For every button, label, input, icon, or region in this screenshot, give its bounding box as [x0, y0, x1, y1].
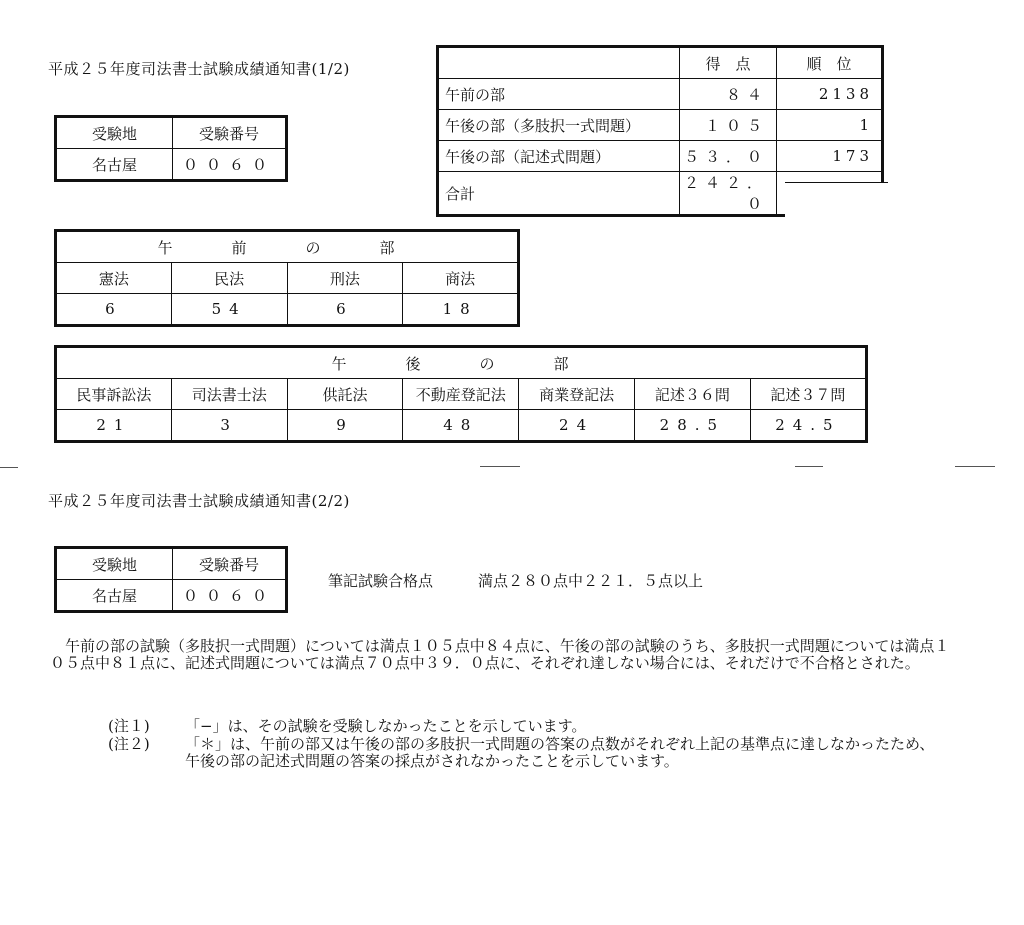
afternoon-subject-score: 48 — [403, 410, 519, 442]
morning-subject-header: 刑法 — [287, 263, 403, 294]
exam-number-value: ００６０ — [173, 580, 287, 612]
header-exam-number: 受験番号 — [173, 548, 287, 580]
morning-subject-score: 18 — [403, 294, 519, 326]
morning-section-table — [54, 229, 520, 327]
summary-row-label: 午後の部（多肢択一式問題） — [438, 110, 680, 141]
afternoon-subject-score: 28.5 — [634, 410, 750, 442]
header-rank: 順 位 — [777, 47, 883, 79]
exam-number-value: ００６０ — [173, 149, 287, 181]
note-1-label: (注１) — [108, 717, 150, 735]
morning-subject-header: 憲法 — [56, 263, 172, 294]
scan-artifact-line — [795, 466, 823, 467]
header-exam-site: 受験地 — [56, 117, 173, 149]
afternoon-subject-header: 司法書士法 — [171, 379, 287, 410]
note-2-label: (注２) — [108, 735, 150, 753]
afternoon-heading: 午 後 の 部 — [56, 347, 867, 379]
afternoon-subject-header: 不動産登記法 — [403, 379, 519, 410]
afternoon-subject-header: 記述３７問 — [750, 379, 866, 410]
exam-site-value: 名古屋 — [56, 149, 173, 181]
morning-subject-score: 6 — [287, 294, 403, 326]
summary-row-score: １０５ — [680, 110, 777, 141]
afternoon-subject-header: 商業登記法 — [519, 379, 635, 410]
exam-site-table-2 — [54, 546, 288, 613]
report-title-2: 平成２５年度司法書士試験成績通知書(2/2) — [48, 492, 350, 510]
pass-score-value: 満点２８０点中２２１．５点以上 — [478, 572, 704, 590]
summary-row-score: ８４ — [680, 79, 777, 110]
exam-site-table-1 — [54, 115, 288, 182]
summary-row-score: ２４２．０ — [680, 172, 777, 216]
header-exam-site: 受験地 — [56, 548, 173, 580]
afternoon-subject-header: 民事訴訟法 — [56, 379, 172, 410]
morning-subject-score: 6 — [56, 294, 172, 326]
scan-artifact-line — [955, 466, 995, 467]
report-title-1: 平成２５年度司法書士試験成績通知書(1/2) — [48, 60, 350, 78]
header-exam-number: 受験番号 — [173, 117, 287, 149]
note-2-text: 「＊」は、午前の部又は午後の部の多肢択一式問題の答案の点数がそれぞれ上記の基準点に達しなかったため、午後の部の記述式問題の答案の採点がされなかったことを示しています。 — [185, 735, 935, 770]
afternoon-subject-header: 供託法 — [287, 379, 403, 410]
afternoon-subject-score: 24 — [519, 410, 635, 442]
exam-site-value: 名古屋 — [56, 580, 173, 612]
note-1-text: 「−」は、その試験を受験しなかったことを示しています。 — [185, 717, 587, 735]
afternoon-subject-score: 9 — [287, 410, 403, 442]
summary-row-rank: 1 — [777, 110, 883, 141]
morning-subject-header: 商法 — [403, 263, 519, 294]
explanation-paragraph: 午前の部の試験（多肢択一式問題）については満点１０５点中８４点に、午後の部の試験のうち、多肢択一式問題については満点１０５点中８１点に、記述式問題については満点７０点中３９．０点に、それぞれ達しない場合には、それだけで不合格とされた。 — [50, 637, 950, 672]
summary-row-score: ５３．０ — [680, 141, 777, 172]
summary-row-label: 合計 — [438, 172, 680, 216]
summary-row-rank: 173 — [777, 141, 883, 172]
afternoon-section-table — [54, 345, 868, 443]
afternoon-subject-score: 3 — [171, 410, 287, 442]
afternoon-subject-header: 記述３６問 — [634, 379, 750, 410]
afternoon-subject-score: 24.5 — [750, 410, 866, 442]
afternoon-subject-score: 21 — [56, 410, 172, 442]
morning-subject-header: 民法 — [171, 263, 287, 294]
pass-score-label: 筆記試験合格点 — [328, 572, 434, 590]
summary-row-label: 午前の部 — [438, 79, 680, 110]
scan-artifact-line — [480, 466, 520, 467]
summary-open-corner — [785, 182, 888, 217]
header-score: 得 点 — [680, 47, 777, 79]
summary-corner-cell — [438, 47, 680, 79]
morning-heading: 午 前 の 部 — [56, 231, 519, 263]
scan-artifact-line — [0, 467, 18, 468]
summary-row-label: 午後の部（記述式問題） — [438, 141, 680, 172]
morning-subject-score: 54 — [171, 294, 287, 326]
summary-row-rank: 2138 — [777, 79, 883, 110]
